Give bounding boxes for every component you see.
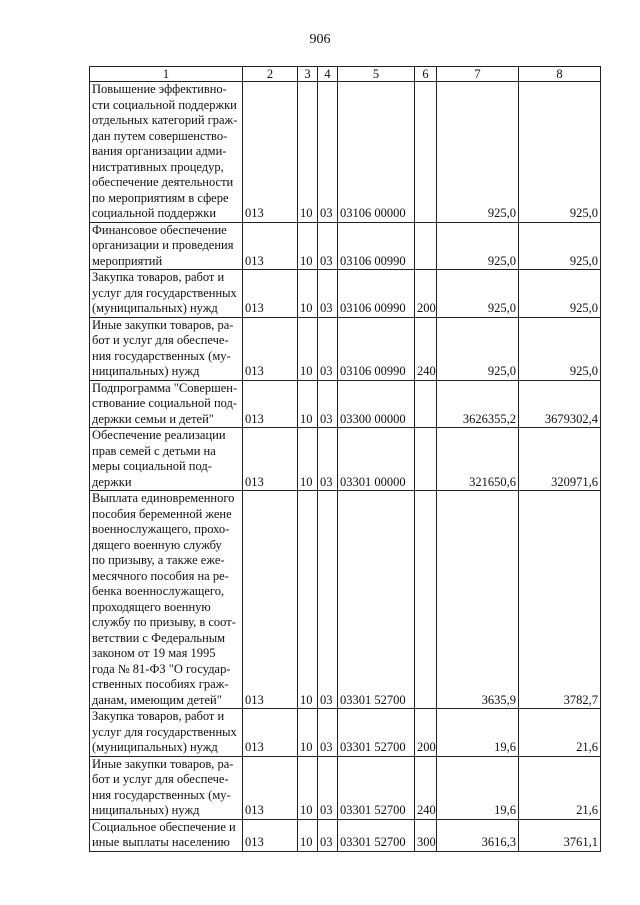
header-cell: 8 xyxy=(519,67,601,82)
target-article-cell: 03301 00000 xyxy=(338,428,415,491)
section-code-cell: 10 xyxy=(298,428,318,491)
header-cell: 2 xyxy=(243,67,298,82)
subsection-code-cell: 03 xyxy=(318,709,338,757)
subsection-code-cell: 03 xyxy=(318,270,338,318)
amount-col7-cell: 3626355,2 xyxy=(437,380,519,428)
expense-type-cell: 200 xyxy=(415,270,437,318)
expense-type-cell xyxy=(415,222,437,270)
amount-col7-cell: 19,6 xyxy=(437,756,519,819)
section-code-cell: 10 xyxy=(298,709,318,757)
table-row xyxy=(90,709,601,757)
table-row xyxy=(90,317,601,380)
header-cell: 3 xyxy=(298,67,318,82)
target-article-cell: 03301 52700 xyxy=(338,819,415,851)
amount-col8-cell: 925,0 xyxy=(519,270,601,318)
section-code-cell: 10 xyxy=(298,222,318,270)
ministry-code-cell: 013 xyxy=(243,819,298,851)
header-cell: 4 xyxy=(318,67,338,82)
expense-type-cell: 200 xyxy=(415,709,437,757)
table-row xyxy=(90,756,601,819)
expense-type-cell xyxy=(415,428,437,491)
subsection-code-cell: 03 xyxy=(318,222,338,270)
subsection-code-cell: 03 xyxy=(318,82,338,223)
row-name-cell: Обеспечение реализации прав семей с детьми на меры социальной под- держки xyxy=(90,428,243,491)
budget-table xyxy=(89,66,601,852)
table-row xyxy=(90,819,601,851)
row-name-cell: Повышение эффективно- сти социальной поддержки отдельных категорий граж- дан путем совершенство- вания организации адми- нистративных процедур, обеспечение деятельности по мероприятиям в сфере социальной поддержки xyxy=(90,82,243,223)
table-row xyxy=(90,380,601,428)
subsection-code-cell: 03 xyxy=(318,819,338,851)
table-header-row xyxy=(90,67,601,82)
ministry-code-cell: 013 xyxy=(243,756,298,819)
ministry-code-cell: 013 xyxy=(243,317,298,380)
table-row xyxy=(90,222,601,270)
amount-col8-cell: 925,0 xyxy=(519,82,601,223)
amount-col8-cell: 3782,7 xyxy=(519,491,601,709)
amount-col8-cell: 925,0 xyxy=(519,317,601,380)
amount-col8-cell: 21,6 xyxy=(519,709,601,757)
target-article-cell: 03106 00990 xyxy=(338,222,415,270)
amount-col8-cell: 3679302,4 xyxy=(519,380,601,428)
amount-col7-cell: 925,0 xyxy=(437,270,519,318)
header-cell: 6 xyxy=(415,67,437,82)
row-name-cell: Иные закупки товаров, ра- бот и услуг для обеспече- ния государственных (му- ниципальных) нужд xyxy=(90,756,243,819)
ministry-code-cell: 013 xyxy=(243,380,298,428)
expense-type-cell: 300 xyxy=(415,819,437,851)
target-article-cell: 03301 52700 xyxy=(338,709,415,757)
expense-type-cell: 240 xyxy=(415,756,437,819)
amount-col8-cell: 925,0 xyxy=(519,222,601,270)
subsection-code-cell: 03 xyxy=(318,428,338,491)
table-row xyxy=(90,491,601,709)
row-name-cell: Социальное обеспечение и иные выплаты населению xyxy=(90,819,243,851)
row-name-cell: Выплата единовременного пособия беременной жене военнослужащего, прохо- дящего военную службу по призыву, а также еже- месячного пособия на ре- бенка военнослужащего, проходящего военную службу по призыву, в соот- ветствии с Федеральным законом от 19 мая 1995 года № 81-ФЗ "О государ- ственных пособиях граж- данам, имеющим детей" xyxy=(90,491,243,709)
section-code-cell: 10 xyxy=(298,380,318,428)
subsection-code-cell: 03 xyxy=(318,756,338,819)
amount-col8-cell: 21,6 xyxy=(519,756,601,819)
section-code-cell: 10 xyxy=(298,819,318,851)
row-name-cell: Закупка товаров, работ и услуг для государственных (муниципальных) нужд xyxy=(90,709,243,757)
ministry-code-cell: 013 xyxy=(243,491,298,709)
amount-col7-cell: 925,0 xyxy=(437,317,519,380)
row-name-cell: Финансовое обеспечение организации и проведения мероприятий xyxy=(90,222,243,270)
row-name-cell: Иные закупки товаров, ра- бот и услуг для обеспече- ния государственных (му- ниципальных) нужд xyxy=(90,317,243,380)
target-article-cell: 03106 00990 xyxy=(338,270,415,318)
amount-col7-cell: 19,6 xyxy=(437,709,519,757)
header-cell: 1 xyxy=(90,67,243,82)
subsection-code-cell: 03 xyxy=(318,317,338,380)
header-cell: 7 xyxy=(437,67,519,82)
amount-col7-cell: 3616,3 xyxy=(437,819,519,851)
ministry-code-cell: 013 xyxy=(243,82,298,223)
subsection-code-cell: 03 xyxy=(318,491,338,709)
header-cell: 5 xyxy=(338,67,415,82)
amount-col7-cell: 321650,6 xyxy=(437,428,519,491)
target-article-cell: 03106 00000 xyxy=(338,82,415,223)
expense-type-cell xyxy=(415,380,437,428)
section-code-cell: 10 xyxy=(298,270,318,318)
section-code-cell: 10 xyxy=(298,491,318,709)
table-row xyxy=(90,82,601,223)
table-row xyxy=(90,270,601,318)
ministry-code-cell: 013 xyxy=(243,222,298,270)
expense-type-cell: 240 xyxy=(415,317,437,380)
ministry-code-cell: 013 xyxy=(243,428,298,491)
expense-type-cell xyxy=(415,82,437,223)
page-number: 906 xyxy=(309,32,331,47)
amount-col7-cell: 925,0 xyxy=(437,222,519,270)
ministry-code-cell: 013 xyxy=(243,270,298,318)
target-article-cell: 03301 52700 xyxy=(338,491,415,709)
section-code-cell: 10 xyxy=(298,317,318,380)
target-article-cell: 03106 00990 xyxy=(338,317,415,380)
row-name-cell: Подпрограмма "Совершен- ствование социальной под- держки семьи и детей" xyxy=(90,380,243,428)
row-name-cell: Закупка товаров, работ и услуг для государственных (муниципальных) нужд xyxy=(90,270,243,318)
subsection-code-cell: 03 xyxy=(318,380,338,428)
target-article-cell: 03300 00000 xyxy=(338,380,415,428)
amount-col8-cell: 3761,1 xyxy=(519,819,601,851)
amount-col8-cell: 320971,6 xyxy=(519,428,601,491)
table-row xyxy=(90,428,601,491)
section-code-cell: 10 xyxy=(298,756,318,819)
amount-col7-cell: 3635,9 xyxy=(437,491,519,709)
ministry-code-cell: 013 xyxy=(243,709,298,757)
section-code-cell: 10 xyxy=(298,82,318,223)
expense-type-cell xyxy=(415,491,437,709)
target-article-cell: 03301 52700 xyxy=(338,756,415,819)
amount-col7-cell: 925,0 xyxy=(437,82,519,223)
